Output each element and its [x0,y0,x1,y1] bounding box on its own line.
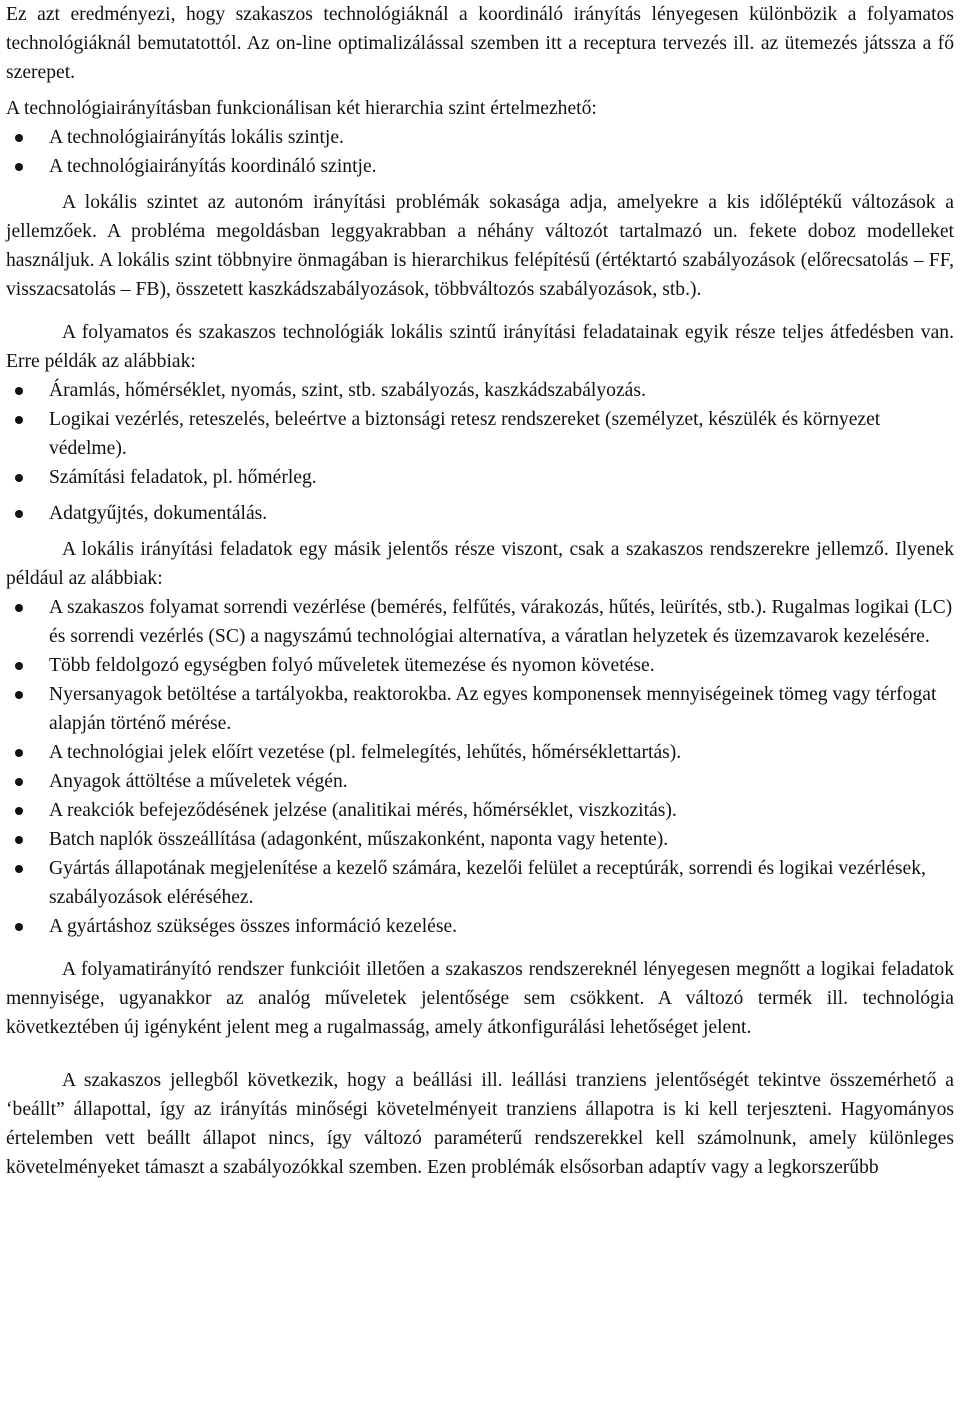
list-item: Több feldolgozó egységben folyó műveletek ütemezése és nyomon követése. [6,651,954,680]
paragraph-hierarchy: A technológiairányításban funkcionálisan két hierarchia szint értelmezhető: [6,98,597,119]
list-item: A technológiairányítás lokális szintje. [6,123,954,152]
document-page [6,0,954,1182]
list-item: Batch naplók összeállítása (adagonként, műszakonként, naponta vagy hetente). [6,825,954,854]
list-item: Anyagok áttöltése a műveletek végén. [6,767,954,796]
list-common-tasks [6,376,954,528]
paragraph-overlap: A folyamatos és szakaszos technológiák lokális szintű irányítási feladatainak egyik része teljes átfedésben van. Erre példák az alábbiak: [6,322,954,372]
list-hierarchy-levels [6,123,954,181]
bullet-icon [15,807,23,815]
list-item: A reakciók befejeződésének jelzése (analitikai mérés, hőmérséklet, viszkozitás). [6,796,954,825]
list-item: Áramlás, hőmérséklet, nyomás, szint, stb. szabályozás, kaszkádszabályozás. [6,376,954,405]
bullet-icon [15,387,23,395]
paragraph-transient: A szakaszos jellegből következik, hogy a beállási ill. leállási tranziens jelentőségét tekintve összemérhető a ‘beállt” állapottal, így az irányítás minőségi követelményeit tranziens állapotra is ki kell terjeszteni. Hagyományos értelemben vett beállt állapot nincs, így változó paraméterű rendszerekkel kell számolnunk, amely különleges követelményeket támaszt a szabályozókkal szemben. Ezen problémák elsősorban adaptív vagy a legkorszerűbb [6,1070,954,1178]
bullet-icon [15,416,23,424]
bullet-icon [15,510,23,518]
bullet-icon [15,604,23,612]
paragraph-process-control: A folyamatirányító rendszer funkcióit illetően a szakaszos rendszereknél lényegesen megnőtt a logikai feladatok mennyisége, ugyanakkor az analóg műveletek jelentősége sem csökkent. A változó termék ill. technológia következtében új igényként jelent meg a rugalmasság, amely átkonfigurálási lehetőséget jelent. [6,959,954,1038]
paragraph-local-level: A lokális szintet az autonóm irányítási problémák sokasága adja, amelyekre a kis időléptékű változások a jellemzőek. A probléma megoldásban leggyakrabban a néhány változót tartalmazó un. fekete doboz modelleket használjuk. A lokális szint többnyire önmagában is hierarchikus felépítésű (értéktartó szabályozások (előrecsatolás – FF, visszacsatolás – FB), összetett kaszkádszabályozások, többváltozós szabályozások, stb.). [6,192,954,300]
paragraph-batch-specific: A lokális irányítási feladatok egy másik jelentős része viszont, csak a szakaszos rendszerekre jellemző. Ilyenek például az alábbiak: [6,539,954,589]
bullet-icon [15,778,23,786]
bullet-icon [15,923,23,931]
list-item: Gyártás állapotának megjelenítése a kezelő számára, kezelői felület a receptúrák, sorrendi és logikai vezérlések, szabályozások eléréséhez. [6,854,954,912]
list-item: Adatgyűjtés, dokumentálás. [6,499,954,528]
bullet-icon [15,836,23,844]
bullet-icon [15,474,23,482]
list-item: Nyersanyagok betöltése a tartályokba, reaktorokba. Az egyes komponensek mennyiségeinek tömeg vagy térfogat alapján történő mérése. [6,680,954,738]
bullet-icon [15,691,23,699]
list-batch-tasks [6,593,954,941]
list-item: A technológiai jelek előírt vezetése (pl. felmelegítés, lehűtés, hőmérséklettartás). [6,738,954,767]
bullet-icon [15,865,23,873]
list-item: A technológiairányítás koordináló szintje. [6,152,954,181]
bullet-icon [15,662,23,670]
list-item: Logikai vezérlés, reteszelés, beleértve a biztonsági retesz rendszereket (személyzet, készülék és környezet védelme). [6,405,954,463]
list-item: Számítási feladatok, pl. hőmérleg. [6,463,954,492]
list-item: A szakaszos folyamat sorrendi vezérlése (bemérés, felfűtés, várakozás, hűtés, leürítés, stb.). Rugalmas logikai (LC) és sorrendi vezérlés (SC) a nagyszámú technológiai alternatíva, a váratlan helyzetek és üzemzavarok kezelésére. [6,593,954,651]
list-item: A gyártáshoz szükséges összes információ kezelése. [6,912,954,941]
bullet-icon [15,749,23,757]
bullet-icon [15,163,23,171]
bullet-icon [15,134,23,142]
paragraph-intro: Ez azt eredményezi, hogy szakaszos technológiáknál a koordináló irányítás lényegesen különbözik a folyamatos technológiáknál bemutatottól. Az on-line optimalizálással szemben itt a receptura tervezés ill. az ütemezés játssza a fő szerepet. [6,4,954,83]
